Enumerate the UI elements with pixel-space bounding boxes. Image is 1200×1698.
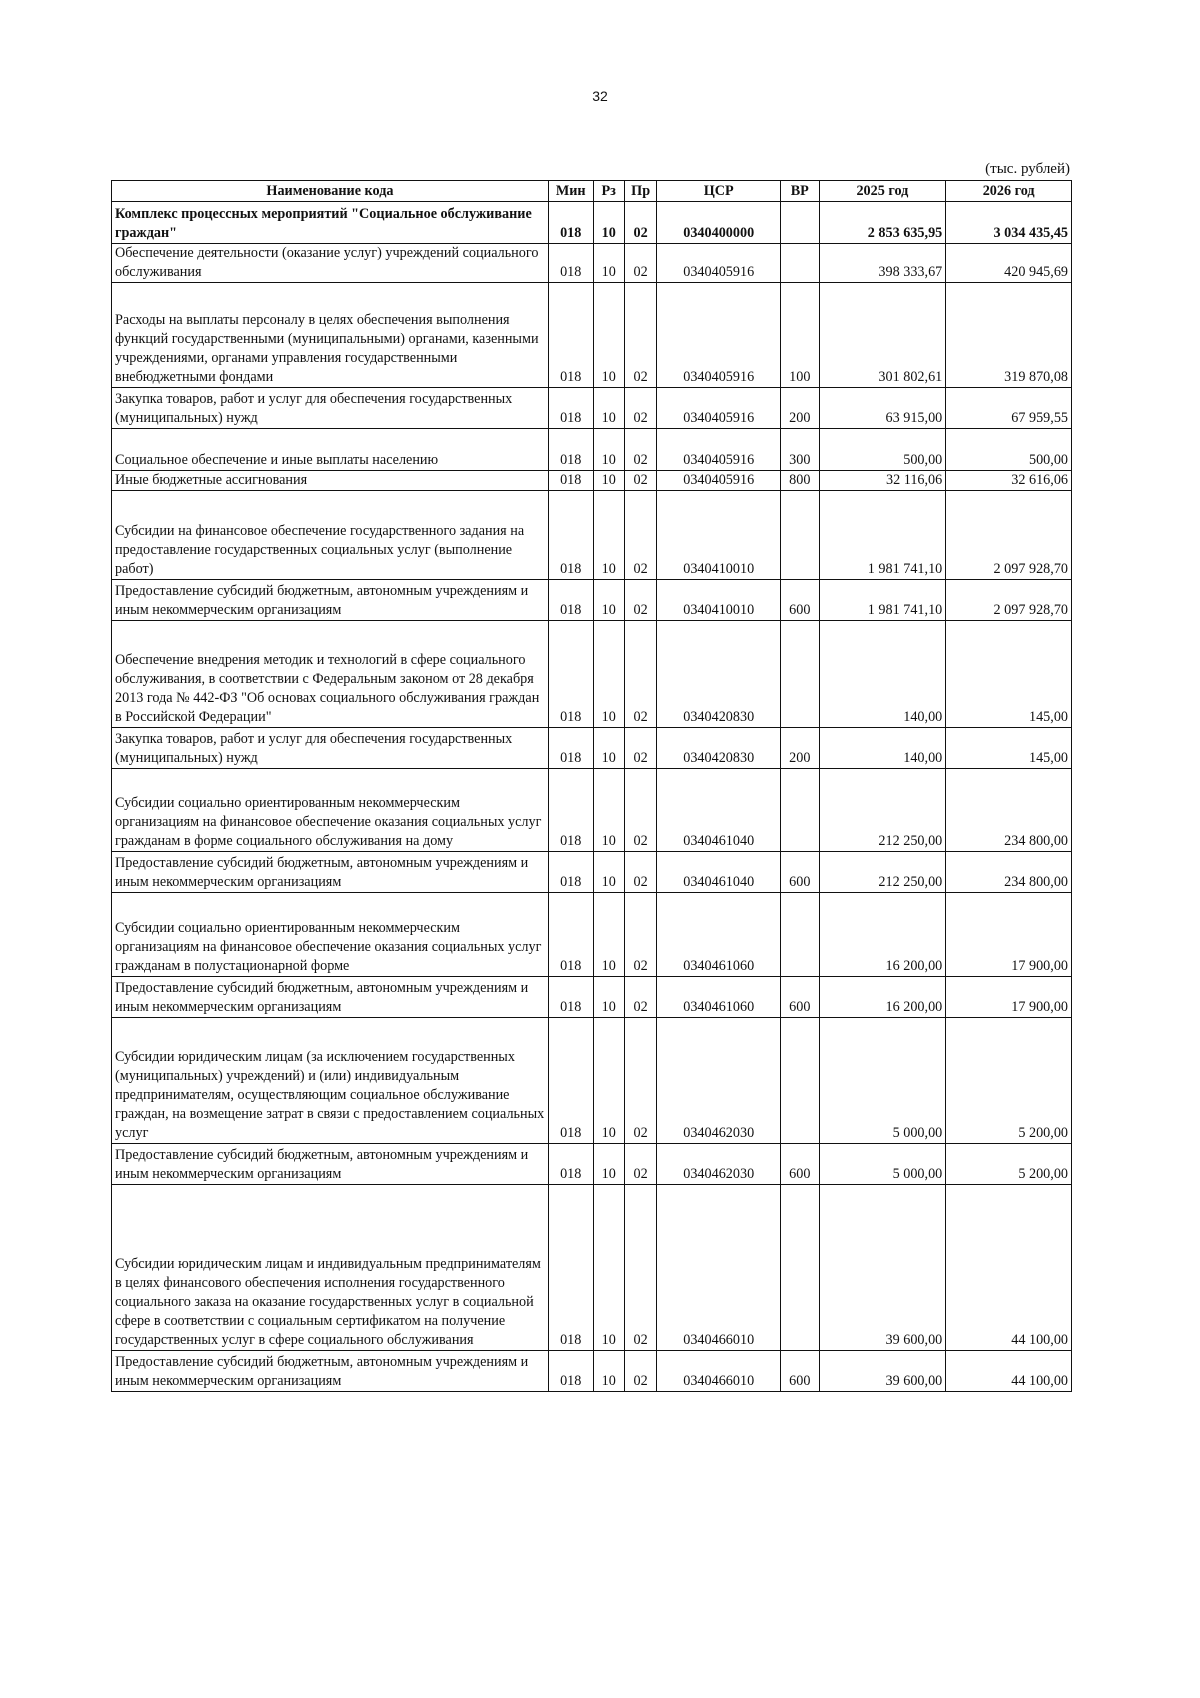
name-cell: Предоставление субсидий бюджетным, автономным учреждениям и иным некоммерческим организациям bbox=[112, 1351, 549, 1392]
table-row bbox=[112, 769, 1072, 852]
csr-cell: 0340462030 bbox=[657, 1144, 781, 1185]
vr-cell bbox=[781, 1185, 820, 1351]
amount-2025-cell: 63 915,00 bbox=[819, 388, 946, 429]
name-cell: Субсидии на финансовое обеспечение государственного задания на предоставление государственных социальных услуг (выполнение работ) bbox=[112, 491, 549, 580]
min-cell: 018 bbox=[548, 1144, 593, 1185]
rz-cell: 10 bbox=[593, 977, 624, 1018]
amount-2026-cell: 5 200,00 bbox=[946, 1018, 1072, 1144]
vr-cell: 800 bbox=[781, 471, 820, 491]
min-cell: 018 bbox=[548, 388, 593, 429]
header-name: Наименование кода bbox=[112, 181, 549, 202]
pr-cell: 02 bbox=[624, 621, 656, 728]
pr-cell: 02 bbox=[624, 491, 656, 580]
amount-2025-cell: 32 116,06 bbox=[819, 471, 946, 491]
rz-cell: 10 bbox=[593, 202, 624, 244]
rz-cell: 10 bbox=[593, 388, 624, 429]
header-vr: ВР bbox=[781, 181, 820, 202]
name-cell: Субсидии социально ориентированным некоммерческим организациям на финансовое обеспечение оказания социальных услуг гражданам в форме социального обслуживания на дому bbox=[112, 769, 549, 852]
csr-cell: 0340461040 bbox=[657, 769, 781, 852]
table-row bbox=[112, 1144, 1072, 1185]
pr-cell: 02 bbox=[624, 388, 656, 429]
name-cell: Социальное обеспечение и иные выплаты населению bbox=[112, 429, 549, 471]
rz-cell: 10 bbox=[593, 1351, 624, 1392]
csr-cell: 0340466010 bbox=[657, 1351, 781, 1392]
header-pr: Пр bbox=[624, 181, 656, 202]
vr-cell bbox=[781, 769, 820, 852]
name-cell: Комплекс процессных мероприятий "Социальное обслуживание граждан" bbox=[112, 202, 549, 244]
amount-2025-cell: 39 600,00 bbox=[819, 1185, 946, 1351]
pr-cell: 02 bbox=[624, 283, 656, 388]
vr-cell: 600 bbox=[781, 1144, 820, 1185]
csr-cell: 0340405916 bbox=[657, 471, 781, 491]
table-row bbox=[112, 1351, 1072, 1392]
vr-cell: 600 bbox=[781, 852, 820, 893]
table-row bbox=[112, 471, 1072, 491]
amount-2025-cell: 140,00 bbox=[819, 728, 946, 769]
table-row bbox=[112, 1018, 1072, 1144]
amount-2025-cell: 16 200,00 bbox=[819, 977, 946, 1018]
amount-2025-cell: 16 200,00 bbox=[819, 893, 946, 977]
vr-cell: 600 bbox=[781, 580, 820, 621]
rz-cell: 10 bbox=[593, 471, 624, 491]
csr-cell: 0340420830 bbox=[657, 621, 781, 728]
amount-2025-cell: 212 250,00 bbox=[819, 769, 946, 852]
name-cell: Обеспечение внедрения методик и технологий в сфере социального обслуживания, в соответствии с Федеральным законом от 28 декабря 2013 года № 442-ФЗ "Об основах социального обслуживания граждан в Российской Федерации" bbox=[112, 621, 549, 728]
table-row bbox=[112, 283, 1072, 388]
vr-cell bbox=[781, 893, 820, 977]
header-2025: 2025 год bbox=[819, 181, 946, 202]
units-label: (тыс. рублей) bbox=[985, 161, 1070, 177]
vr-cell: 600 bbox=[781, 1351, 820, 1392]
min-cell: 018 bbox=[548, 202, 593, 244]
csr-cell: 0340466010 bbox=[657, 1185, 781, 1351]
table-row bbox=[112, 244, 1072, 283]
name-cell: Субсидии юридическим лицам (за исключением государственных (муниципальных) учреждений) и (или) индивидуальным предпринимателям, осуществляющим социальное обслуживание граждан, на возмещение затрат в связи с предоставлением социальных услуг bbox=[112, 1018, 549, 1144]
table-row bbox=[112, 429, 1072, 471]
vr-cell bbox=[781, 491, 820, 580]
amount-2026-cell: 500,00 bbox=[946, 429, 1072, 471]
table-row bbox=[112, 388, 1072, 429]
table-row bbox=[112, 491, 1072, 580]
amount-2026-cell: 67 959,55 bbox=[946, 388, 1072, 429]
csr-cell: 0340400000 bbox=[657, 202, 781, 244]
table-row bbox=[112, 893, 1072, 977]
table-row bbox=[112, 580, 1072, 621]
page-number: 32 bbox=[592, 88, 608, 104]
amount-2026-cell: 234 800,00 bbox=[946, 852, 1072, 893]
header-2026: 2026 год bbox=[946, 181, 1072, 202]
pr-cell: 02 bbox=[624, 429, 656, 471]
name-cell: Субсидии социально ориентированным некоммерческим организациям на финансовое обеспечение оказания социальных услуг гражданам в полустационарной форме bbox=[112, 893, 549, 977]
vr-cell: 100 bbox=[781, 283, 820, 388]
csr-cell: 0340461060 bbox=[657, 977, 781, 1018]
vr-cell: 200 bbox=[781, 728, 820, 769]
min-cell: 018 bbox=[548, 728, 593, 769]
amount-2026-cell: 234 800,00 bbox=[946, 769, 1072, 852]
csr-cell: 0340405916 bbox=[657, 388, 781, 429]
min-cell: 018 bbox=[548, 244, 593, 283]
vr-cell bbox=[781, 1018, 820, 1144]
rz-cell: 10 bbox=[593, 244, 624, 283]
name-cell: Иные бюджетные ассигнования bbox=[112, 471, 549, 491]
vr-cell bbox=[781, 202, 820, 244]
table-row bbox=[112, 977, 1072, 1018]
amount-2025-cell: 39 600,00 bbox=[819, 1351, 946, 1392]
pr-cell: 02 bbox=[624, 244, 656, 283]
rz-cell: 10 bbox=[593, 283, 624, 388]
amount-2025-cell: 398 333,67 bbox=[819, 244, 946, 283]
rz-cell: 10 bbox=[593, 893, 624, 977]
csr-cell: 0340405916 bbox=[657, 244, 781, 283]
min-cell: 018 bbox=[548, 491, 593, 580]
csr-cell: 0340405916 bbox=[657, 283, 781, 388]
budget-table bbox=[111, 180, 1072, 1392]
name-cell: Субсидии юридическим лицам и индивидуальным предпринимателям в целях финансового обеспечения исполнения государственного социального заказа на оказание государственных услуг в социальной сфере в соответствии с социальным сертификатом на получение государственных услуг в сфере социального обслуживания bbox=[112, 1185, 549, 1351]
csr-cell: 0340462030 bbox=[657, 1018, 781, 1144]
table-row bbox=[112, 852, 1072, 893]
name-cell: Расходы на выплаты персоналу в целях обеспечения выполнения функций государственными (муниципальными) органами, казенными учреждениями, органами управления государственными внебюджетными фондами bbox=[112, 283, 549, 388]
csr-cell: 0340461060 bbox=[657, 893, 781, 977]
rz-cell: 10 bbox=[593, 621, 624, 728]
min-cell: 018 bbox=[548, 1018, 593, 1144]
pr-cell: 02 bbox=[624, 728, 656, 769]
amount-2025-cell: 5 000,00 bbox=[819, 1144, 946, 1185]
min-cell: 018 bbox=[548, 977, 593, 1018]
amount-2026-cell: 44 100,00 bbox=[946, 1185, 1072, 1351]
amount-2025-cell: 2 853 635,95 bbox=[819, 202, 946, 244]
table-row bbox=[112, 728, 1072, 769]
rz-cell: 10 bbox=[593, 728, 624, 769]
vr-cell: 200 bbox=[781, 388, 820, 429]
name-cell: Предоставление субсидий бюджетным, автономным учреждениям и иным некоммерческим организациям bbox=[112, 1144, 549, 1185]
min-cell: 018 bbox=[548, 1185, 593, 1351]
min-cell: 018 bbox=[548, 852, 593, 893]
pr-cell: 02 bbox=[624, 769, 656, 852]
header-csr: ЦСР bbox=[657, 181, 781, 202]
rz-cell: 10 bbox=[593, 769, 624, 852]
min-cell: 018 bbox=[548, 1351, 593, 1392]
pr-cell: 02 bbox=[624, 852, 656, 893]
csr-cell: 0340410010 bbox=[657, 491, 781, 580]
rz-cell: 10 bbox=[593, 852, 624, 893]
min-cell: 018 bbox=[548, 621, 593, 728]
rz-cell: 10 bbox=[593, 491, 624, 580]
amount-2026-cell: 2 097 928,70 bbox=[946, 580, 1072, 621]
min-cell: 018 bbox=[548, 893, 593, 977]
vr-cell: 600 bbox=[781, 977, 820, 1018]
amount-2025-cell: 5 000,00 bbox=[819, 1018, 946, 1144]
amount-2025-cell: 212 250,00 bbox=[819, 852, 946, 893]
vr-cell: 300 bbox=[781, 429, 820, 471]
amount-2025-cell: 301 802,61 bbox=[819, 283, 946, 388]
csr-cell: 0340461040 bbox=[657, 852, 781, 893]
min-cell: 018 bbox=[548, 471, 593, 491]
rz-cell: 10 bbox=[593, 1144, 624, 1185]
min-cell: 018 bbox=[548, 283, 593, 388]
amount-2025-cell: 1 981 741,10 bbox=[819, 491, 946, 580]
amount-2026-cell: 420 945,69 bbox=[946, 244, 1072, 283]
amount-2026-cell: 32 616,06 bbox=[946, 471, 1072, 491]
amount-2026-cell: 145,00 bbox=[946, 728, 1072, 769]
amount-2025-cell: 1 981 741,10 bbox=[819, 580, 946, 621]
table-header-row bbox=[112, 181, 1072, 202]
amount-2026-cell: 319 870,08 bbox=[946, 283, 1072, 388]
table-row bbox=[112, 1185, 1072, 1351]
min-cell: 018 bbox=[548, 580, 593, 621]
rz-cell: 10 bbox=[593, 580, 624, 621]
name-cell: Предоставление субсидий бюджетным, автономным учреждениям и иным некоммерческим организациям bbox=[112, 852, 549, 893]
amount-2025-cell: 500,00 bbox=[819, 429, 946, 471]
amount-2026-cell: 3 034 435,45 bbox=[946, 202, 1072, 244]
pr-cell: 02 bbox=[624, 977, 656, 1018]
rz-cell: 10 bbox=[593, 429, 624, 471]
amount-2025-cell: 140,00 bbox=[819, 621, 946, 728]
table-body bbox=[112, 202, 1072, 1392]
min-cell: 018 bbox=[548, 429, 593, 471]
name-cell: Закупка товаров, работ и услуг для обеспечения государственных (муниципальных) нужд bbox=[112, 728, 549, 769]
csr-cell: 0340420830 bbox=[657, 728, 781, 769]
header-rz: Рз bbox=[593, 181, 624, 202]
name-cell: Предоставление субсидий бюджетным, автономным учреждениям и иным некоммерческим организациям bbox=[112, 580, 549, 621]
amount-2026-cell: 145,00 bbox=[946, 621, 1072, 728]
amount-2026-cell: 17 900,00 bbox=[946, 977, 1072, 1018]
amount-2026-cell: 17 900,00 bbox=[946, 893, 1072, 977]
table-row bbox=[112, 202, 1072, 244]
csr-cell: 0340405916 bbox=[657, 429, 781, 471]
pr-cell: 02 bbox=[624, 1351, 656, 1392]
csr-cell: 0340410010 bbox=[657, 580, 781, 621]
header-min: Мин bbox=[548, 181, 593, 202]
table-row bbox=[112, 621, 1072, 728]
pr-cell: 02 bbox=[624, 1185, 656, 1351]
pr-cell: 02 bbox=[624, 893, 656, 977]
rz-cell: 10 bbox=[593, 1185, 624, 1351]
pr-cell: 02 bbox=[624, 580, 656, 621]
amount-2026-cell: 2 097 928,70 bbox=[946, 491, 1072, 580]
vr-cell bbox=[781, 621, 820, 728]
amount-2026-cell: 44 100,00 bbox=[946, 1351, 1072, 1392]
rz-cell: 10 bbox=[593, 1018, 624, 1144]
pr-cell: 02 bbox=[624, 471, 656, 491]
pr-cell: 02 bbox=[624, 202, 656, 244]
name-cell: Обеспечение деятельности (оказание услуг) учреждений социального обслуживания bbox=[112, 244, 549, 283]
pr-cell: 02 bbox=[624, 1144, 656, 1185]
name-cell: Предоставление субсидий бюджетным, автономным учреждениям и иным некоммерческим организациям bbox=[112, 977, 549, 1018]
amount-2026-cell: 5 200,00 bbox=[946, 1144, 1072, 1185]
min-cell: 018 bbox=[548, 769, 593, 852]
pr-cell: 02 bbox=[624, 1018, 656, 1144]
vr-cell bbox=[781, 244, 820, 283]
name-cell: Закупка товаров, работ и услуг для обеспечения государственных (муниципальных) нужд bbox=[112, 388, 549, 429]
